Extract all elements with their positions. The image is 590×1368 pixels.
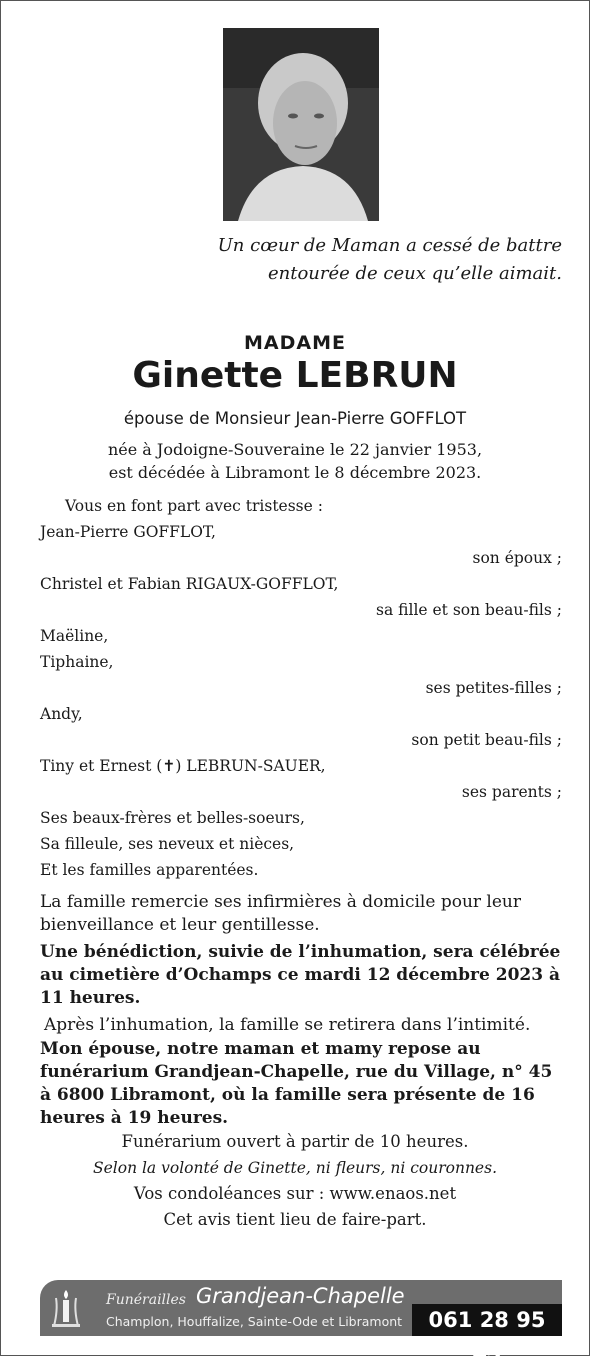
death-line: est décédée à Libramont le 8 décembre 2023. — [108, 463, 482, 482]
opening-hours: Funérarium ouvert à partir de 10 heures. — [121, 1132, 469, 1151]
candle-wheat-logo-icon — [48, 1286, 84, 1330]
family-line: son époux ; — [472, 549, 562, 567]
honorific: MADAME — [244, 332, 346, 354]
family-line: sa fille et son beau-fils ; — [376, 601, 562, 619]
family-line: ses petites-filles ; — [425, 679, 562, 697]
family-line: Christel et Fabian RIGAUX-GOFFLOT, — [40, 575, 339, 593]
brand-prefix: Funérailles — [106, 1292, 186, 1308]
tribute-quote — [162, 232, 562, 288]
portrait-image — [223, 28, 379, 221]
family-line: Jean-Pierre GOFFLOT, — [40, 523, 216, 541]
family-line: Maëline, — [40, 627, 109, 645]
condolences-line: Vos condoléances sur : www.enaos.net — [133, 1184, 457, 1203]
funeral-home-paragraph: Mon épouse, notre maman et mamy repose au funérarium Grandjean-Chapelle, rue du Village, n° 45 à 6800 Libramont, où la famille sera présente de 16 heures à 19 heures. — [40, 1039, 553, 1128]
portrait-photo — [223, 28, 379, 221]
birth-death-dates — [0, 438, 590, 484]
family-line: Et les familles apparentées. — [40, 861, 259, 879]
deceased-name: Ginette LEBRUN — [132, 355, 458, 396]
quote-line-2: entourée de ceux qu’elle aimait. — [267, 263, 562, 284]
thanks-paragraph: La famille remercie ses infirmières à domicile pour leur bienveillance et leur gentillesse. — [40, 892, 522, 935]
brand-locations: Champlon, Houffalize, Sainte-Ode et Libramont — [106, 1314, 403, 1329]
family-line: Tiny et Ernest (✝) LEBRUN-SAUER, — [40, 757, 326, 775]
family-line: son petit beau-fils ; — [411, 731, 562, 749]
family-line: Andy, — [40, 705, 83, 723]
brand-name: Grandjean-Chapelle — [196, 1284, 405, 1308]
wishes: Selon la volonté de Ginette, ni fleurs, ni couronnes. — [92, 1159, 497, 1177]
family-line: Sa filleule, ses neveux et nièces, — [40, 835, 295, 853]
birth-line: née à Jodoigne-Souveraine le 22 janvier 1953, — [107, 440, 483, 459]
family-line: Ses beaux-frères et belles-soeurs, — [40, 809, 305, 827]
after-burial-paragraph: Après l’inhumation, la famille se retirera dans l’intimité. — [44, 1015, 531, 1035]
spouse-line: épouse de Monsieur Jean-Pierre GOFFLOT — [123, 409, 467, 428]
ceremony-paragraph: Une bénédiction, suivie de l’inhumation, sera célébrée au cimetière d’Ochamps ce mardi 12 décembre 2023 à 11 heures. — [40, 942, 561, 1008]
family-line: ses parents ; — [461, 783, 562, 801]
notice-line: Cet avis tient lieu de faire-part. — [163, 1210, 427, 1229]
family-intro: Vous en font part avec tristesse : — [65, 497, 323, 515]
quote-line-1: Un cœur de Maman a cessé de battre — [217, 235, 562, 256]
family-line: Tiphaine, — [40, 653, 114, 671]
phone-number: 061 28 95 43 — [412, 1304, 562, 1336]
funeral-director-banner — [40, 1280, 562, 1364]
